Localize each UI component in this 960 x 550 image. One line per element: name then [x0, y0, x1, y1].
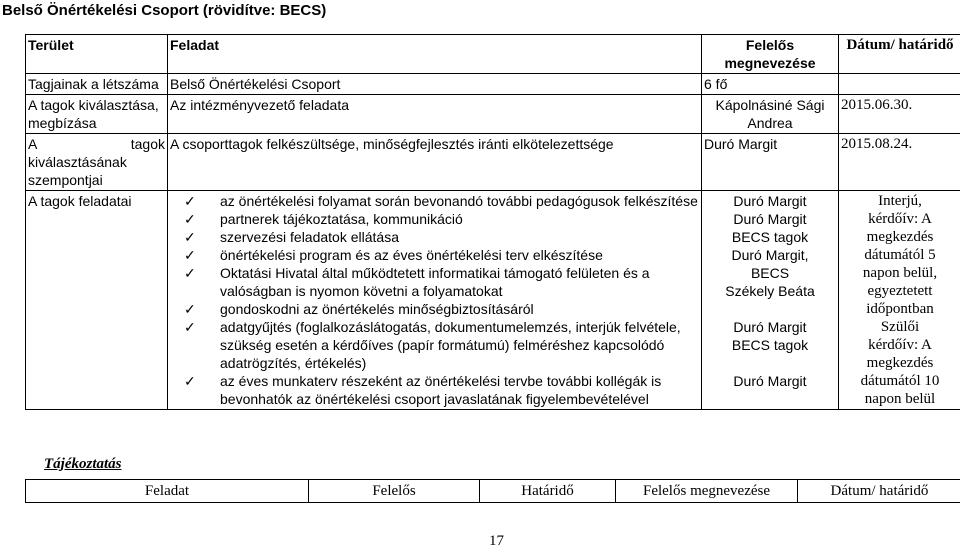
table-row-duties	[26, 191, 960, 410]
table-row	[26, 95, 960, 134]
header-task: Feladat	[168, 35, 702, 74]
info-header-deadline: Határidő	[480, 480, 616, 503]
table-header-row	[26, 35, 960, 74]
row-area-part: A	[28, 135, 37, 153]
duties-responsible-cell	[702, 191, 839, 410]
document-title: Belső Önértékelési Csoport (rövidítve: BECS)	[2, 0, 326, 22]
row-due	[839, 74, 960, 95]
row-task: Az intézményvezető feladata	[168, 95, 702, 134]
deadline-line: napon belül,	[841, 264, 959, 282]
responsible-line: BECS	[704, 264, 836, 282]
deadline-line: időpontban	[841, 300, 959, 318]
checkmark-icon: ✓	[184, 372, 196, 390]
responsible-line	[704, 300, 836, 318]
header-area: Terület	[26, 35, 168, 74]
deadline-list	[841, 192, 959, 408]
responsible-line: Duró Margit	[704, 318, 836, 336]
row-task: Belső Önértékelési Csoport	[168, 74, 702, 95]
row-due: 2015.08.24.	[839, 134, 960, 191]
duty-text: önértékelési program és az éves önértékelési terv elkészítése	[220, 247, 603, 263]
row-area: A tagok feladatai	[26, 191, 168, 410]
deadline-line: kérdőív: A	[841, 336, 959, 354]
list-item	[170, 192, 699, 210]
duty-text: Oktatási Hivatal által működtetett informatikai támogató felületen és a valóságban is nyomon követni a folyamatokat	[220, 265, 650, 299]
checkmark-icon: ✓	[184, 264, 196, 282]
deadline-line: napon belül	[841, 390, 959, 408]
deadline-line: dátumától 10	[841, 372, 959, 390]
table-row	[26, 134, 960, 191]
deadline-line: Interjú,	[841, 192, 959, 210]
info-heading: Tájékoztatás	[44, 456, 122, 473]
list-item	[170, 210, 699, 228]
checkmark-icon: ✓	[184, 300, 196, 318]
row-area: A tagok kiválasztása, megbízása	[26, 95, 168, 134]
deadline-line: megkezdés	[841, 354, 959, 372]
list-item	[170, 246, 699, 264]
row-area-part: tagok	[131, 135, 165, 153]
checkmark-icon: ✓	[184, 246, 196, 264]
responsible-line: Duró Margit	[704, 192, 836, 210]
header-responsible: Felelős megnevezése	[702, 35, 839, 74]
responsible-line	[704, 354, 836, 372]
deadline-line: kérdőív: A	[841, 210, 959, 228]
deadline-line: dátumától 5	[841, 246, 959, 264]
row-responsible: 6 fő	[702, 74, 839, 95]
row-due: 2015.06.30.	[839, 95, 960, 134]
responsible-line: Duró Margit	[704, 372, 836, 390]
duty-text: az éves munkaterv részeként az önértékelési tervbe további kollégák is bevonhatók az önértékelési csoport javaslatának figyelembevételével	[220, 373, 661, 407]
duty-text: partnerek tájékoztatása, kommunikáció	[220, 211, 463, 227]
becs-table	[25, 34, 960, 410]
row-task: A csoporttagok felkészültsége, minőségfejlesztés iránti elkötelezettsége	[168, 134, 702, 191]
duties-cell	[168, 191, 702, 410]
table-row	[26, 74, 960, 95]
header-due: Dátum/ határidő	[839, 35, 960, 74]
row-area: Tagjainak a létszáma	[26, 74, 168, 95]
responsible-line: Duró Margit,	[704, 246, 836, 264]
duties-deadline-cell	[839, 191, 960, 410]
info-header-task: Feladat	[26, 480, 309, 503]
duty-text: gondoskodni az önértékelés minőségbiztosításáról	[220, 301, 534, 317]
duty-text: adatgyűjtés (foglalkozáslátogatás, dokumentumelemzés, interjúk felvétele, szükség esetén a kérdőíves (papír formátumú) felméréshez kapcsolódó adatrögzítés, értékelés)	[220, 319, 681, 371]
row-area-part: kiválasztásának szempontjai	[28, 153, 165, 189]
list-item	[170, 318, 699, 372]
duty-text: az önértékelési folyamat során bevonandó további pedagógusok felkészítése	[220, 193, 698, 209]
list-item	[170, 228, 699, 246]
checkmark-icon: ✓	[184, 318, 196, 336]
deadline-line: megkezdés	[841, 228, 959, 246]
info-header-date: Dátum/ határidő	[798, 480, 960, 503]
row-responsible: Kápolnásiné Sági Andrea	[702, 95, 839, 134]
row-responsible: Duró Margit	[702, 134, 839, 191]
duty-list	[170, 192, 699, 408]
duty-text: szervezési feladatok ellátása	[220, 229, 399, 245]
checkmark-icon: ✓	[184, 228, 196, 246]
responsible-line: BECS tagok	[704, 228, 836, 246]
deadline-line: Szülői	[841, 318, 959, 336]
responsible-line: Duró Margit	[704, 210, 836, 228]
responsible-line: BECS tagok	[704, 336, 836, 354]
checkmark-icon: ✓	[184, 192, 196, 210]
list-item	[170, 300, 699, 318]
info-table	[25, 479, 960, 503]
deadline-line: egyeztetett	[841, 282, 959, 300]
responsible-line: Székely Beáta	[704, 282, 836, 300]
info-header-responsible-name: Felelős megnevezése	[616, 480, 798, 503]
info-header-row	[26, 480, 960, 503]
list-item	[170, 264, 699, 300]
checkmark-icon: ✓	[184, 210, 196, 228]
list-item	[170, 372, 699, 408]
info-header-responsible: Felelős	[309, 480, 480, 503]
responsible-list	[704, 192, 836, 390]
row-area	[26, 134, 168, 191]
page-number: 17	[489, 533, 504, 550]
